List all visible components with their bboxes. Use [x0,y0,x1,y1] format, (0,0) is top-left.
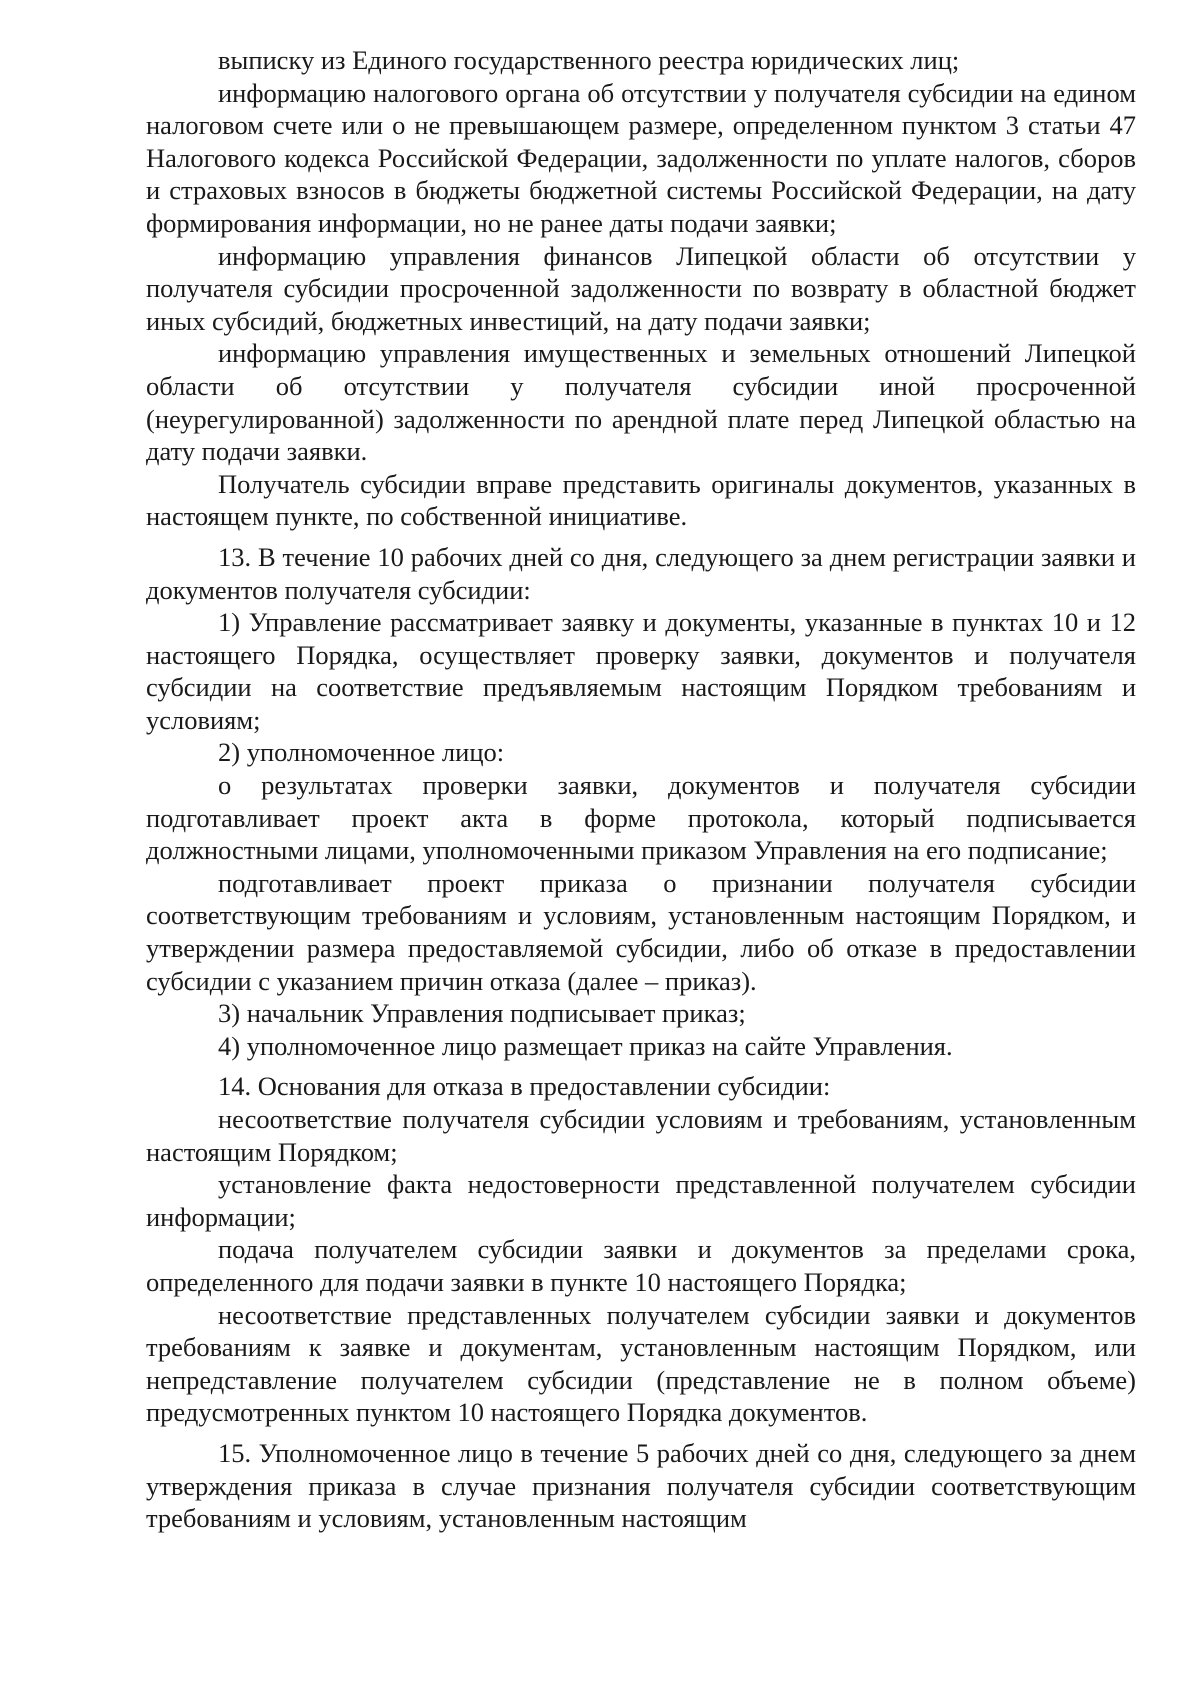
paragraph-item-15: 15. Уполномоченное лицо в течение 5 рабочих дней со дня, следующего за днем утверждения приказа в случае признания получателя субсидии соответствующим требованиям и условиям, установленным настоящим [146,1437,1136,1534]
paragraph-protocol: о результатах проверки заявки, документов и получателя субсидии подготавливает проект акта в форме протокола, который подписывается должностными лицами, уполномоченными приказом Управления на его подписание; [146,770,1136,866]
paragraph-refusal-4: несоответствие представленных получателем субсидии заявки и документов требованиям к заявке и документам, установленным настоящим Порядком, или непредставление получателем субсидии (представление не в полном объеме) предусмотренных пунктом 10 настоящего Порядка документов. [146,1299,1136,1428]
paragraph-refusal-2: установление факта недостоверности представленной получателем субсидии информации; [146,1169,1136,1232]
paragraph-refusal-1: несоответствие получателя субсидии условиям и требованиям, установленным настоящим Порядком; [146,1104,1136,1167]
paragraph-item-14: 14. Основания для отказа в предоставлении субсидии: [218,1071,831,1102]
paragraph-order-draft: подготавливает проект приказа о признании получателя субсидии соответствующим требованиям и условиям, установленным настоящим Порядком, и утверждении размера предоставляемой субсидии, либо об отказе в предоставлении субсидии с указанием причин отказа (далее – приказ). [146,867,1136,996]
paragraph-item-13-3: 3) начальник Управления подписывает приказ; [218,998,746,1029]
paragraph-tax-info: информацию налогового органа об отсутствии у получателя субсидии на едином налоговом счете или о не превышающем размере, определенном пунктом 3 статьи 47 Налогового кодекса Российской Федерации, задолженности по уплате налогов, сборов и страховых взносов в бюджеты бюджетной системы Российской Федерации, на дату формирования информации, но не ранее даты подачи заявки; [146,77,1136,238]
paragraph-egrul-extract: выписку из Единого государственного реестра юридических лиц; [218,45,960,75]
document-page [146,44,1136,1535]
paragraph-finance-info: информацию управления финансов Липецкой области об отсутствии у получателя субсидии просроченной задолженности по возврату в областной бюджет иных субсидий, бюджетных инвестиций, на дату подачи заявки; [146,240,1136,336]
paragraph-originals-right: Получатель субсидии вправе представить оригиналы документов, указанных в настоящем пункте, по собственной инициативе. [146,468,1136,532]
paragraph-property-info: информацию управления имущественных и земельных отношений Липецкой области об отсутствии у получателя субсидии иной просроченной (неурегулированной) задолженности по арендной плате перед Липецкой областью на дату подачи заявки. [146,338,1136,467]
paragraph-item-13-2: 2) уполномоченное лицо: [218,737,505,768]
paragraph-item-13-4: 4) уполномоченное лицо размещает приказ на сайте Управления. [218,1030,953,1061]
paragraph-item-13-1: 1) Управление рассматривает заявку и документы, указанные в пунктах 10 и 12 настоящего Порядка, осуществляет проверку заявки, документов и получателя субсидии на соответствие предъявляемым настоящим Порядком требованиям и условиям; [146,607,1136,735]
paragraph-refusal-3: подача получателем субсидии заявки и документов за пределами срока, определенного для подачи заявки в пункте 10 настоящего Порядка; [146,1234,1136,1297]
paragraph-item-13: 13. В течение 10 рабочих дней со дня, следующего за днем регистрации заявки и документов получателя субсидии: [146,541,1136,605]
